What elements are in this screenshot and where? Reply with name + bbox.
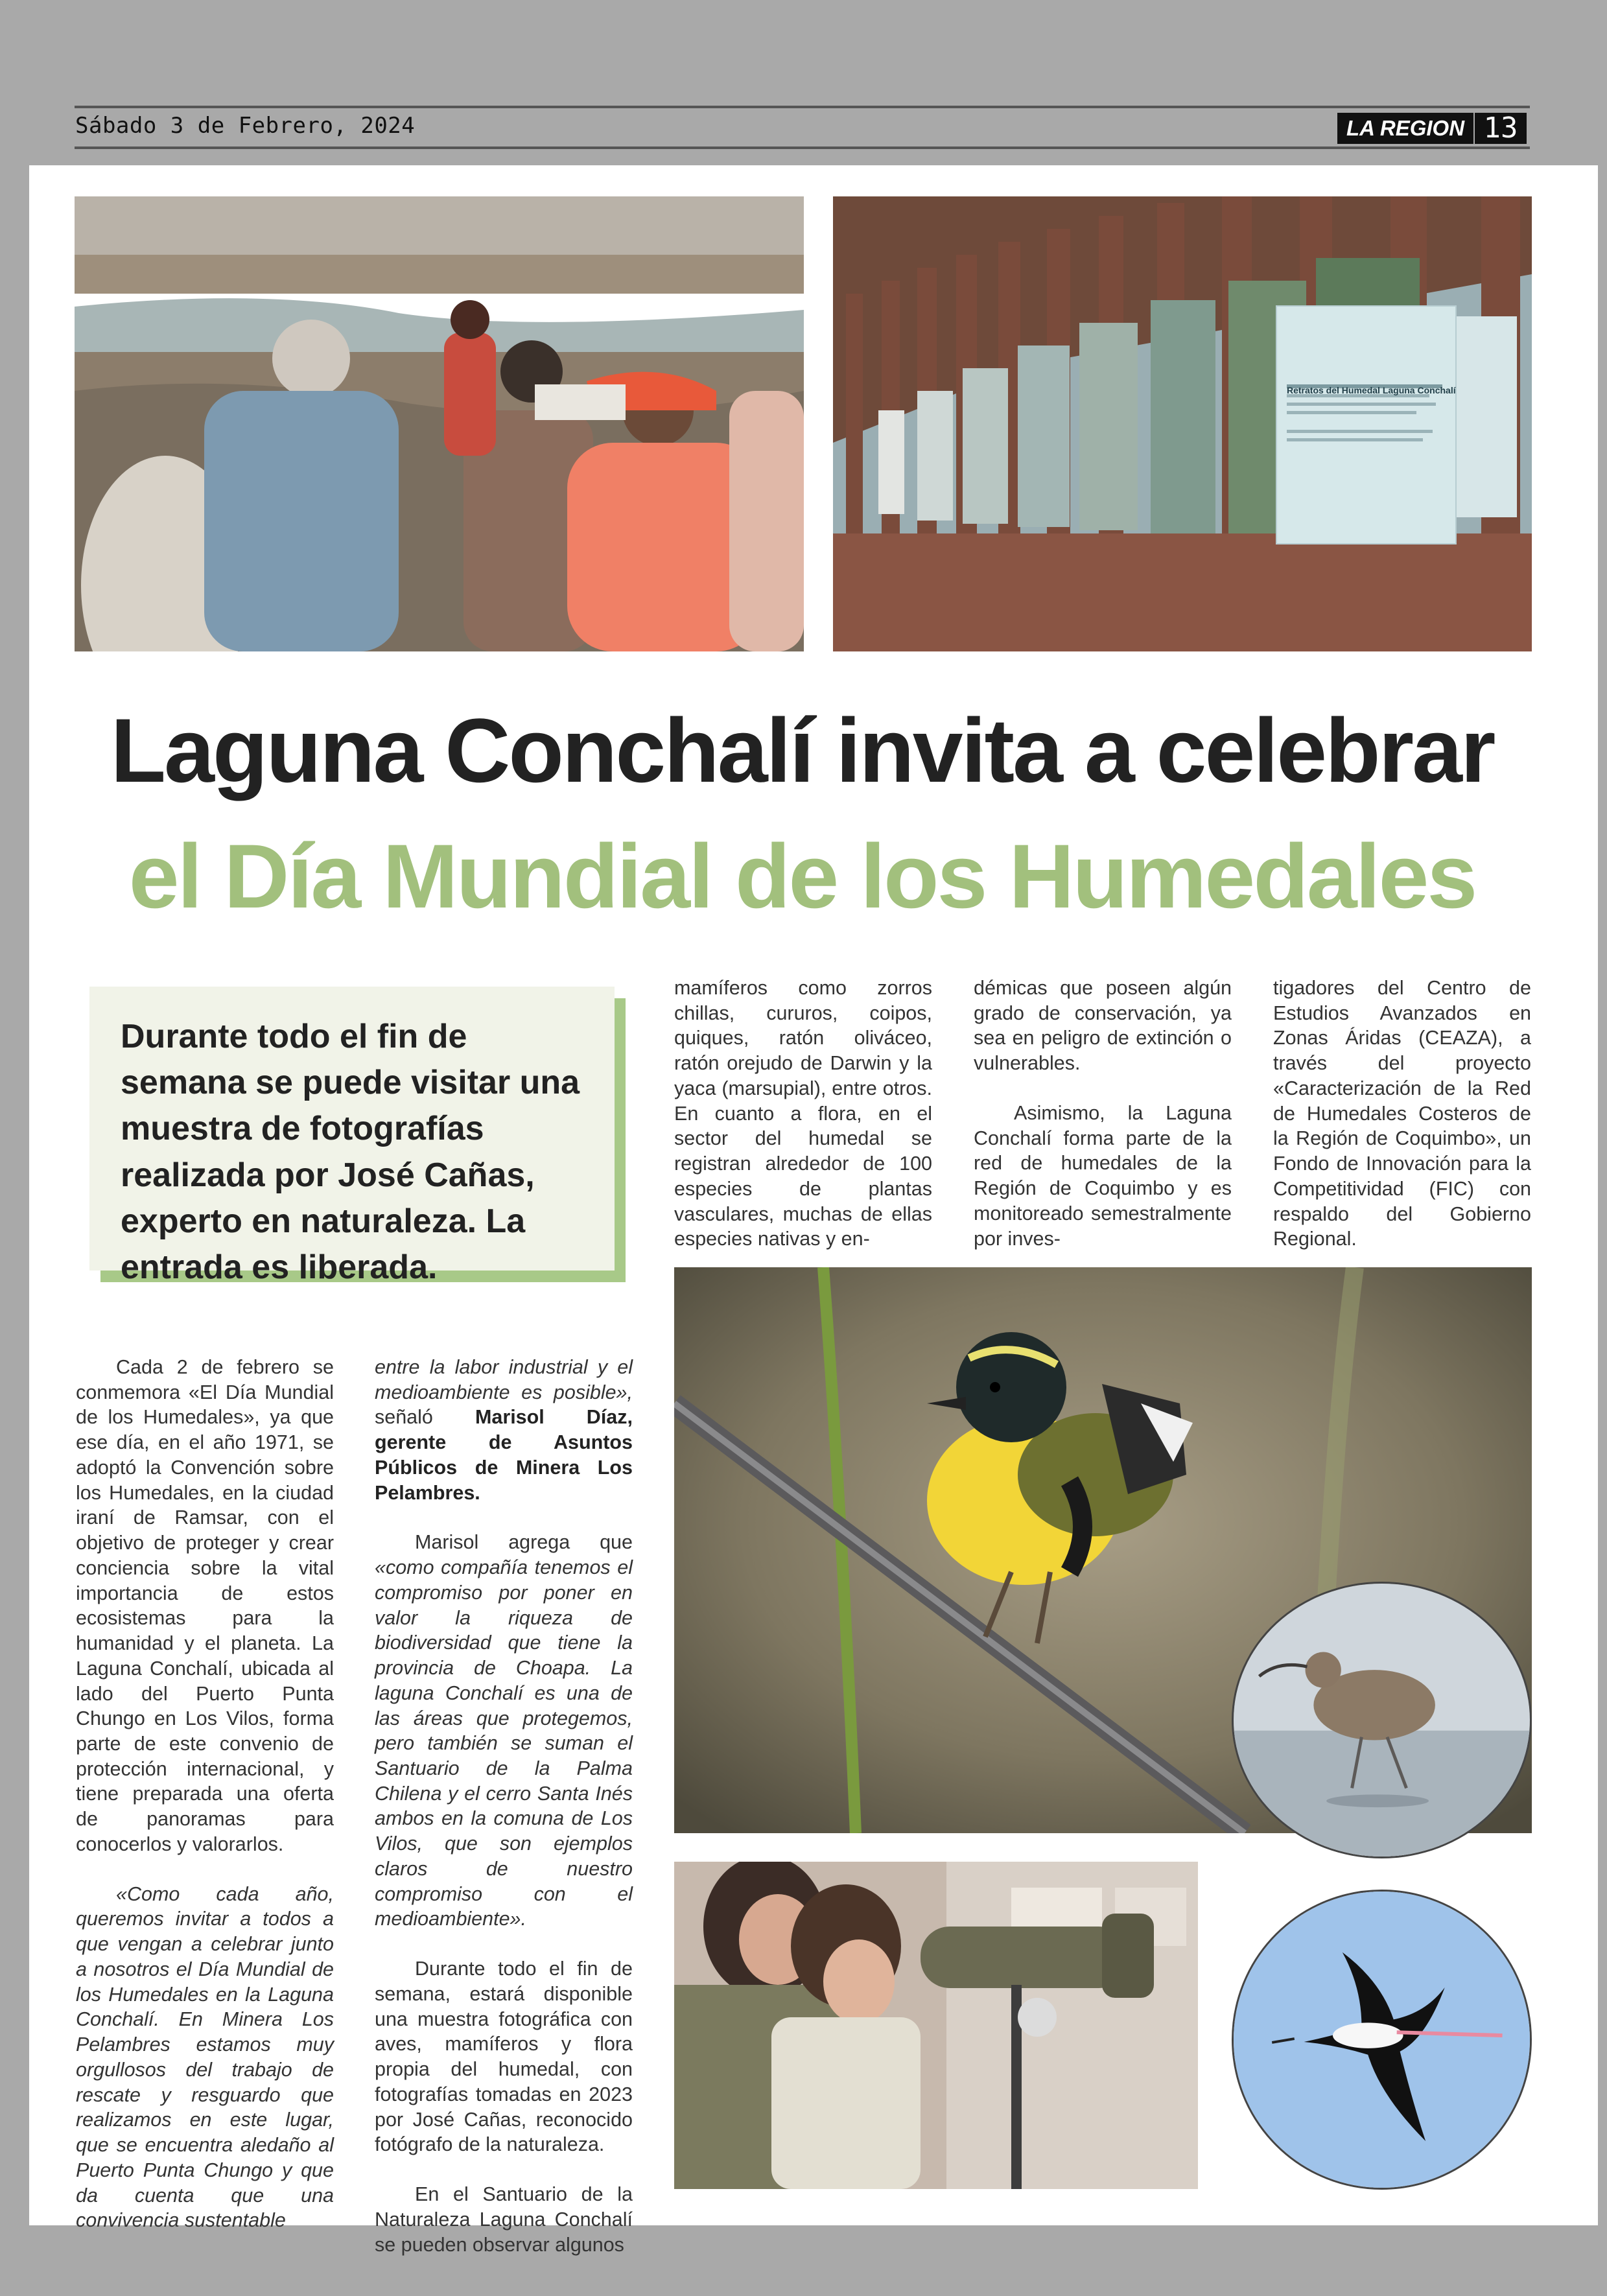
headline-line-2: el Día Mundial de los Humedales	[128, 825, 1476, 927]
callout-box: Durante todo el fin de semana se puede visitar una muestra de fotografías realizada por José Cañas, experto en naturaleza. La entrada es liberada.	[89, 987, 615, 1271]
exhibit-sign-title: Retratos del Humedal Laguna Conchalí	[1287, 385, 1456, 395]
page-number: 13	[1475, 113, 1527, 144]
col1-paragraph-2	[76, 1882, 334, 2233]
header-rule-top	[75, 106, 1530, 108]
col2-attribution: señaló	[375, 1406, 475, 1429]
issue-date: Sábado 3 de Febrero, 2024	[75, 113, 416, 139]
page-header	[0, 0, 1607, 165]
photo-spotting-scope	[674, 1862, 1198, 2189]
col2-paragraph-3: Durante todo el fin de semana, estará disponible una muestra fotográfica con aves, mamíferos y flora propia del humedal, con fotografías tomadas en 2023 por José Cañas, reconocido fotógrafo de la naturaleza.	[375, 1958, 633, 2156]
photo-exhibit-panels	[833, 196, 1532, 651]
col2-paragraph-1	[375, 1355, 633, 1505]
col4-paragraph-1: démicas que poseen algún grado de conservación, ya sea en peligro de extinción o vulnerables.	[974, 977, 1232, 1075]
col1-paragraph-1: Cada 2 de febrero se conmemora «El Día Mundial de los Humedales», ya que ese día, en el año 1971, se adoptó la Convención sobre los Humedales, en la ciudad iraní de Ramsar, con el objetivo de proteger y crear conciencia sobre la vital importancia de estos ecosistemas para la humanidad y el planeta. La Laguna Conchalí, ubicada al lado del Puerto Punta Chungo en Los Vilos, forma parte de este convenio de protección internacional, y tiene preparada una oferta de panoramas para conocerlos y valorarlos.	[76, 1356, 334, 1855]
publication-logo: LA REGION	[1337, 113, 1473, 144]
col2-quote: «como compañía tenemos el compromiso por poner en valor la riqueza de biodiversidad que tiene la provincia de Choapa. La laguna Conchalí es una de las áreas que protegemos, pero también se suman el Santuario de la Palma Chilena y el cerro Santa Inés ambos en la comuna de Los Vilos, que son ejemplos claros de nuestro compromiso con el medioambiente».	[375, 1556, 633, 1930]
article-column-5	[1273, 976, 1531, 1252]
col2-paragraph-2	[375, 1530, 633, 1932]
col2-speaker: Marisol Díaz, gerente de Asuntos Públicos de Minera Los Pelambres.	[375, 1406, 633, 1504]
headline-line-1: Laguna Conchalí invita a celebrar	[110, 699, 1494, 801]
col2-intro: Marisol agrega que	[415, 1531, 633, 1554]
header-rule-bottom	[75, 146, 1530, 149]
col5-paragraph-1: tigadores del Centro de Estudios Avanzados en Zonas Áridas (CEAZA), a través del proyecto «Caracterización de la Red de Humedales Costeros de la Región de Coquimbo», un Fondo de Innovación para la Competitividad (FIC) con respaldo del Gobierno Regional.	[1273, 977, 1531, 1250]
col1-quote: «Como cada año, queremos invitar a todos a que vengan a celebrar junto a nosotros el Día Mundial de los Humedales en la Laguna Conchalí. En Minera Los Pelambres estamos muy orgullosos del trabajo de rescate y resguardo que realizamos en este lugar, que se encuentra aledaño al Puerto Punta Chungo y que da cuenta que una convivencia sustentable	[76, 1882, 334, 2232]
photo-stilt-circle	[1232, 1890, 1532, 2190]
photo-visitors-lagoon	[75, 196, 804, 651]
article-column-3	[674, 976, 932, 1252]
photo-shorebird-circle	[1232, 1582, 1532, 1858]
col2-quote-end: entre la labor industrial y el medioambiente es posible»,	[375, 1356, 633, 1403]
article-column-4	[974, 976, 1232, 1251]
col4-paragraph-2: Asimismo, la Laguna Conchalí forma parte de la red de humedales de la Región de Coquimbo y es monitoreado semestralmente por inves-	[974, 1101, 1232, 1250]
col3-paragraph-1: mamíferos como zorros chillas, cururos, coipos, quiques, ratón oliváceo, ratón orejudo de Darwin y la yaca (marsupial), entre otros. En cuanto a flora, en el sector del humedal se registran alrededor de 100 especies de plantas vasculares, muchas de ellas especies nativas y en-	[674, 977, 932, 1250]
article-column-1	[76, 1355, 334, 2233]
article-column-2	[375, 1355, 633, 2257]
col2-paragraph-4: En el Santuario de la Naturaleza Laguna Conchalí se pueden observar algunos	[375, 2183, 633, 2256]
